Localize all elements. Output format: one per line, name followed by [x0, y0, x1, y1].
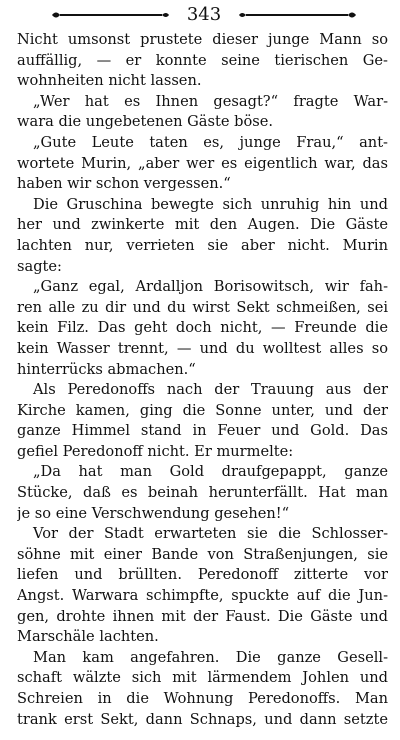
text-line: wohnheiten nicht lassen. [17, 72, 202, 90]
text-line: gen, drohte ihnen mit der Faust. Die Gäste und [17, 607, 388, 625]
text-line: Die Gruschina bewegte sich unruhig hin und [33, 195, 388, 213]
text-line: „Ganz egal, Ardalljon Borisowitsch, wir fah- [33, 278, 388, 296]
text-line: söhne mit einer Bande von Straßenjungen, sie [17, 545, 388, 563]
page-number: 343 [186, 4, 222, 25]
text-line: liefen und brüllten. Peredonoff zitterte vor [17, 566, 388, 584]
text-line: Schreien in die Wohnung Peredonoffs. Man [17, 690, 388, 707]
body-text [17, 30, 388, 730]
text-line: kein Filz. Das geht doch nicht, — Freunde die [17, 319, 388, 337]
text-line: „Gute Leute taten es, junge Frau,“ ant- [33, 133, 388, 151]
text-line: trank erst Sekt, dann Schnaps, und dann setzte [17, 710, 388, 728]
text-line: „Da hat man Gold draufgepappt, ganze [33, 463, 388, 481]
text-line: ren alle zu dir und du wirst Sekt schmeißen, sei [17, 298, 388, 316]
text-line: Vor der Stadt erwarteten sie die Schlosser- [33, 525, 388, 543]
text-line: sagte: [17, 257, 62, 275]
text-line: hinterrücks abmachen.“ [17, 360, 196, 378]
text-line: je so eine Verschwendung gesehen!“ [17, 504, 290, 522]
text-line: kein Wasser trennt, — und du wolltest alles so [17, 339, 388, 357]
right-ornament [238, 10, 358, 20]
text-line: schaft wälzte sich mit lärmendem Johlen und [17, 669, 388, 687]
page-header [0, 4, 400, 28]
left-ornament [50, 10, 170, 20]
text-line: haben wir schon vergessen.“ [17, 175, 231, 193]
text-line: gefiel Peredonoff nicht. Er murmelte: [17, 442, 294, 460]
text-line: lachten nur, verrieten sie aber nicht. Murin [17, 236, 388, 254]
text-line: Man kam angefahren. Die ganze Gesell- [33, 648, 388, 666]
text-line: her und zwinkerte mit den Augen. Die Gäste [17, 216, 388, 234]
text-line: Kirche kamen, ging die Sonne unter, und der [17, 401, 388, 419]
text-line: „Wer hat es Ihnen gesagt?“ fragte War- [33, 92, 388, 110]
text-line: Stücke, daß es beinah herunterfällt. Hat man [17, 484, 388, 502]
text-line: Nicht umsonst prustete dieser junge Mann so [17, 31, 388, 48]
text-line: ganze Himmel stand in Feuer und Gold. Das [17, 422, 388, 440]
text-line: wortete Murin, „aber wer es eigentlich war, das [17, 154, 388, 172]
text-line: auffällig, — er konnte seine tierischen Ge- [17, 51, 388, 69]
text-line: Angst. Warwara schimpfte, spuckte auf die Jun- [17, 587, 388, 605]
text-line: wara die ungebetenen Gäste böse. [17, 113, 274, 131]
text-line: Marschäle lachten. [17, 628, 159, 646]
text-line: Als Peredonoffs nach der Trauung aus der [33, 381, 388, 399]
